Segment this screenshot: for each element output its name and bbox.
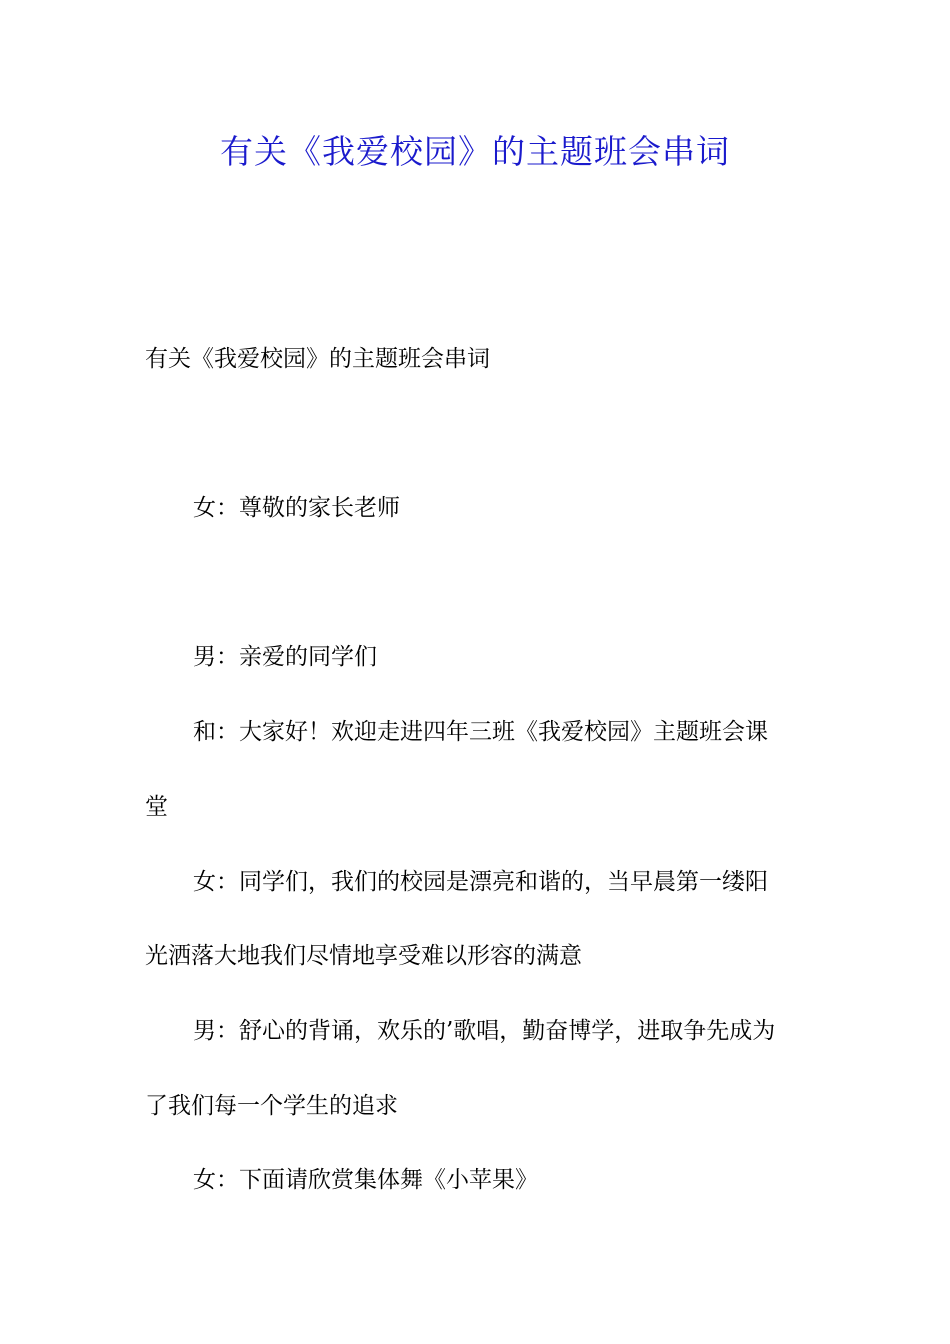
dialogue-line-female-campus-cont: 光洒落大地我们尽情地享受难以形容的满意 <box>145 943 582 969</box>
dialogue-line-female-dance: 女：下面请欣赏集体舞《小苹果》 <box>193 1167 538 1193</box>
document-subtitle: 有关《我爱校园》的主题班会串词 <box>145 346 490 372</box>
dialogue-line-female-campus: 女：同学们，我们的校园是漂亮和谐的，当早晨第一缕阳 <box>193 869 768 895</box>
dialogue-line-female-greeting: 女：尊敬的家长老师 <box>193 495 400 521</box>
dialogue-line-together-welcome: 和：大家好！欢迎走进四年三班《我爱校园》主题班会课 <box>193 719 768 745</box>
dialogue-line-male-study: 男：舒心的背诵，欢乐的’歌唱，勤奋博学，进取争先成为 <box>193 1018 776 1044</box>
page-title: 有关《我爱校园》的主题班会串词 <box>220 132 730 171</box>
dialogue-line-male-greeting: 男：亲爱的同学们 <box>193 644 377 670</box>
dialogue-line-male-study-cont: 了我们每一个学生的追求 <box>145 1093 398 1119</box>
dialogue-line-together-welcome-cont: 堂 <box>145 794 168 820</box>
